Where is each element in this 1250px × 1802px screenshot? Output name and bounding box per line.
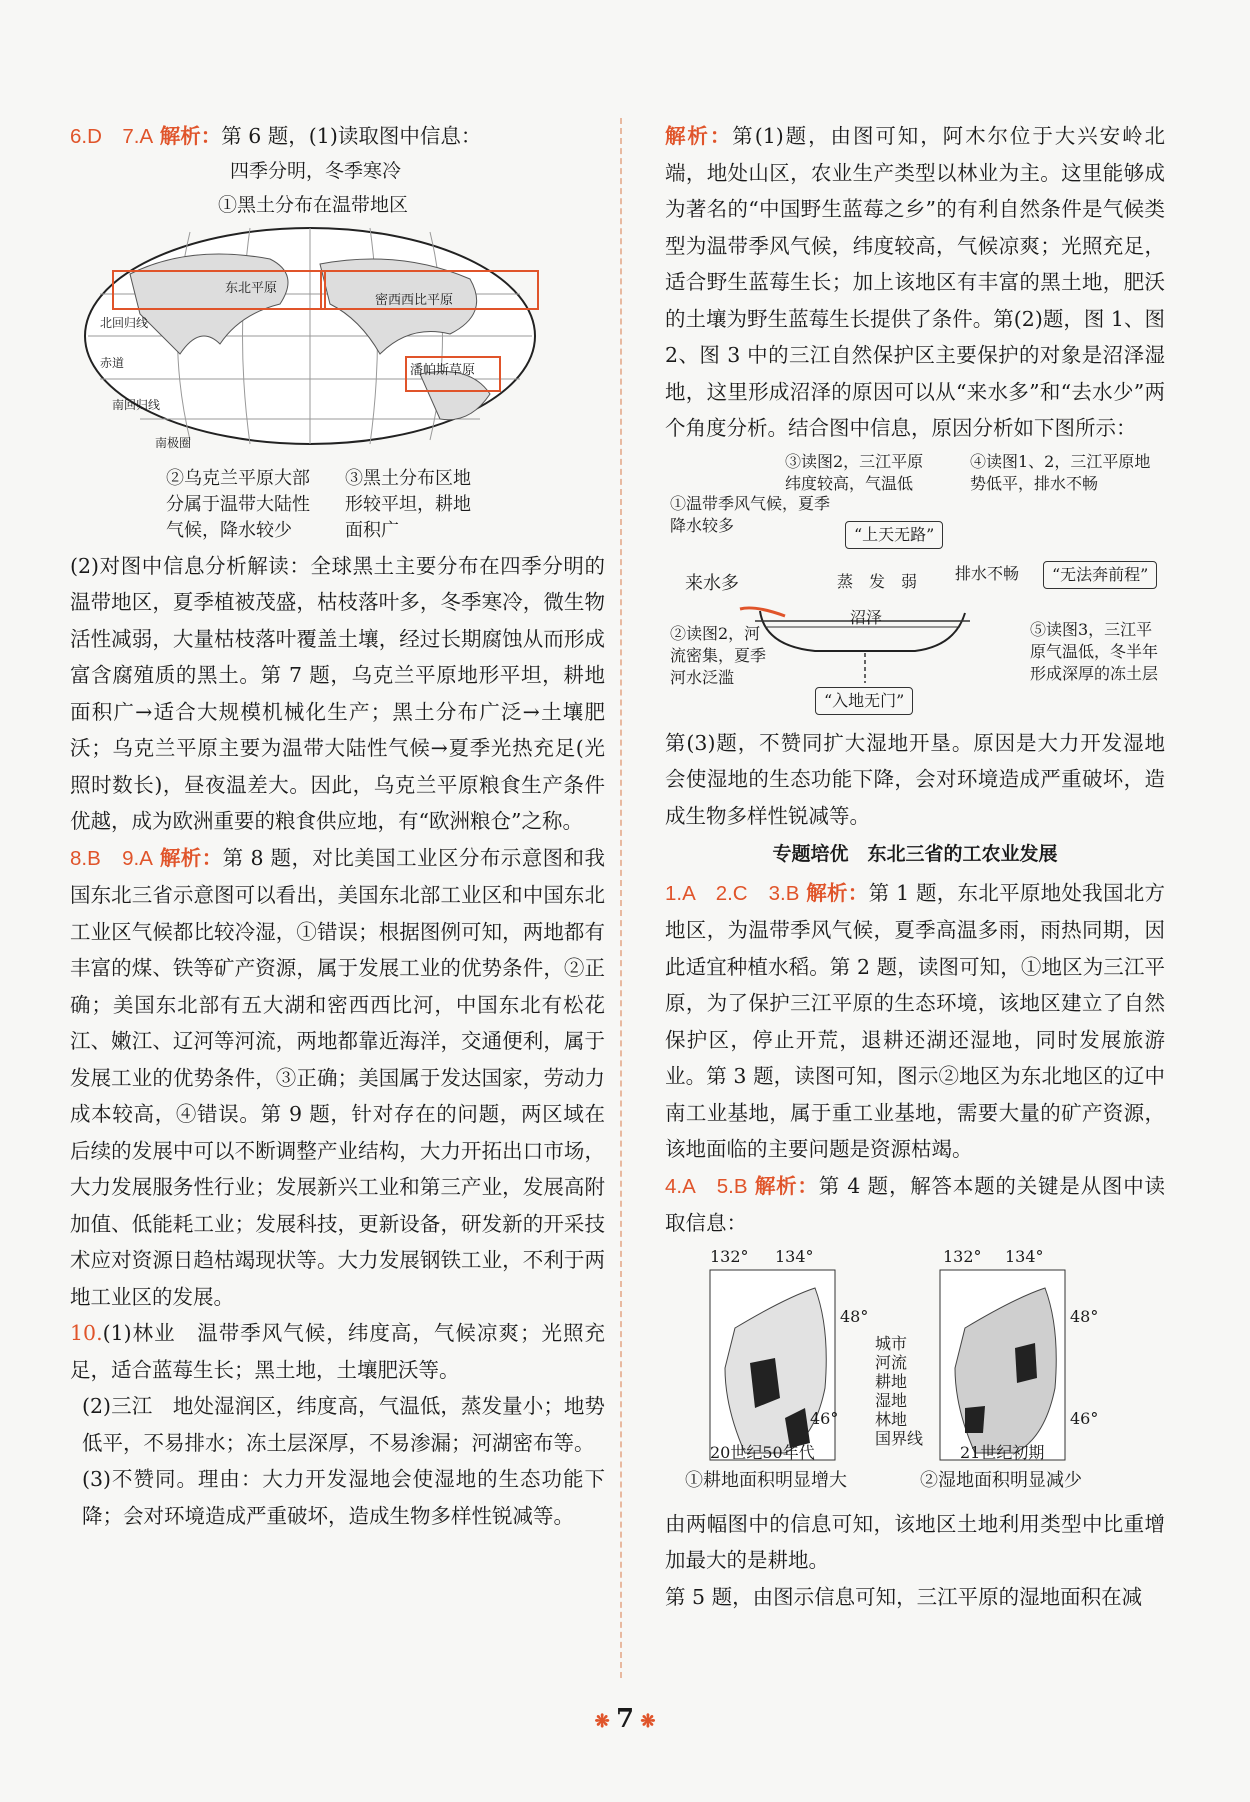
right-para-1 xyxy=(665,118,1165,447)
right-column xyxy=(665,118,1165,1615)
world-map xyxy=(70,224,605,454)
legend-farmland: 耕地 xyxy=(875,1371,908,1391)
fig1-top-label: 四季分明，冬季寒冷 xyxy=(230,159,402,182)
q6-intro: 第 6 题，(1)读取图中信息： xyxy=(221,124,482,148)
right-para-1-text: 第(1)题，由图可知，阿木尔位于大兴安岭北端，地处山区，农业生产类型以林业为主。这里能够成为著名的“中国野生蓝莓之乡”的有利自然条件是气候类型为温带季风气候，纬度较高，气候凉爽；光照充足，适合野生蓝莓生长；加上该地区有丰富的黑土地，肥沃的土壤为野生蓝莓生长提供了条件。第(2)题，图 1、图 2、图 3 中的三江自然保护区主要保护的对象是沼泽湿地，这里形成沼泽的原因可以从“来水多”和“去水少”两个角度分析。结合图中信息，原因分析如下图所示： xyxy=(665,124,1165,440)
node-4: ④读图1、2，三江平原地势低平，排水不畅 xyxy=(970,451,1151,493)
q10-number: 10. xyxy=(70,1321,103,1345)
map-label-antarctic-circle: 南极圈 xyxy=(155,435,192,450)
analysis-tag: 解析： xyxy=(665,124,733,148)
page-number: ❋ 7 ❋ xyxy=(594,1704,656,1734)
lat-46-a: 46° xyxy=(810,1408,839,1428)
legend-border: 国界线 xyxy=(875,1428,924,1448)
box-benqiancheng: “无法奔前程” xyxy=(1043,561,1157,589)
label-zhaoze: 沼泽 xyxy=(850,607,883,627)
left-para-1: (2)对图中信息分析解读：全球黑土主要分布在四季分明的温带地区，夏季植被茂盛，枯枝落叶多，冬季寒冷，微生物活性减弱，大量枯枝落叶覆盖土壤，经过长期腐蚀从而形成富含腐殖质的黑土。第 7 题，乌克兰平原地形平坦，耕地面积广→适合大规模机械化生产；黑土分布广泛→土壤肥沃；乌克兰平原主要为温带大陆性气候→夏季光热充足(光照时数长)，昼夜温差大。因此，乌克兰平原粮食生产条件优越，成为欧洲重要的粮食供应地，有“欧洲粮仓”之称。 xyxy=(70,553,605,833)
label-zhengfa: 蒸 发 弱 xyxy=(837,571,918,591)
q4-5-heading xyxy=(665,1168,1165,1242)
page-number-text: 7 xyxy=(615,1704,635,1734)
fig1-label2: ②乌克兰平原大部分属于温带大陆性气候，降水较少 xyxy=(166,467,310,541)
node-1: ①温带季风气候，夏季降水较多 xyxy=(670,493,831,535)
lat-48-a: 48° xyxy=(840,1306,869,1326)
right-para-2: 第(3)题，不赞同扩大湿地开垦。原因是大力开发湿地会使湿地的生态功能下降，会对环境造成严重破坏，造成生物多样性锐减等。 xyxy=(665,730,1165,828)
map-label-pampas: 潘帕斯草原 xyxy=(410,362,476,378)
right-para-3: 第 1 题，东北平原地处我国北方地区，为温带季风气候，夏季高温多雨，雨热同期，因此适宜种植水稻。第 2 题，读图可知，①地区为三江平原，为了保护三江平原的生态环境，该地区建立了自然保护区，停止开荒，退耕还湖还湿地，同时发展旅游业。第 3 题，读图可知，图示②地区为东北地区的辽中南工业基地，属于重工业基地，需要大量的矿产资源，该地面临的主要问题是资源枯竭。 xyxy=(665,880,1166,1161)
label-paishui: 排水不畅 xyxy=(955,563,1020,583)
node-5: ⑤读图3，三江平原气温低，冬半年形成深厚的冻土层 xyxy=(1030,619,1159,683)
q4-intro: 第 4 题，解答本题的关键是从图中读取信息： xyxy=(665,1173,1165,1235)
fig1-label3: ③黑土分布区地形较平坦，耕地面积广 xyxy=(345,467,471,541)
answer-key: 6.D 7.A xyxy=(70,125,154,148)
q6-7-heading xyxy=(70,118,605,156)
right-para-5: 第 5 题，由图示信息可知，三江平原的湿地面积在减 xyxy=(665,1584,1143,1609)
lat-46-b: 46° xyxy=(1070,1408,1099,1428)
legend-forest: 林地 xyxy=(875,1409,908,1429)
q1-3-heading xyxy=(665,875,1165,1168)
legend-wetland: 湿地 xyxy=(875,1390,908,1410)
q10-1-text: (1)林业 温带季风气候，纬度高，气候凉爽；光照充足，适合蓝莓生长；黑土地，土壤肥沃等。 xyxy=(70,1321,605,1382)
legend xyxy=(875,1334,935,1448)
node-2: ②读图2，河流密集，夏季河水泛滥 xyxy=(670,623,767,687)
analysis-tag: 解析： xyxy=(159,124,222,148)
lon-132-a: 132° xyxy=(710,1246,749,1266)
label-laishui: 来水多 xyxy=(685,572,739,594)
lon-132-b: 132° xyxy=(943,1246,982,1266)
q10-part1 xyxy=(70,1315,605,1388)
caption-21c: 21世纪初期 xyxy=(960,1442,1045,1462)
analysis-tag: 解析： xyxy=(159,845,223,870)
box-shangtian: “上天无路” xyxy=(845,521,943,549)
world-black-soil-figure xyxy=(70,160,605,544)
note-farmland-increase: ①耕地面积明显增大 xyxy=(685,1469,847,1491)
q10-part3: (3)不赞同。理由：大力开发湿地会使湿地的生态功能下降；会对环境造成严重破坏，造成生物多样性锐减等。 xyxy=(82,1467,605,1528)
caption-1950s: 20世纪50年代 xyxy=(710,1442,815,1462)
map-label-tropic-cancer: 北回归线 xyxy=(100,315,149,330)
sanjiang-landuse-figure xyxy=(665,1246,1165,1502)
node-3: ③读图2，三江平原纬度较高，气温低 xyxy=(785,451,924,493)
lon-134-b: 134° xyxy=(1005,1246,1044,1266)
analysis-tag: 解析： xyxy=(754,1173,819,1198)
q10-part2: (2)三江 地处湿润区，纬度高，气温低，蒸发量小；地势低平，不易排水；冻土层深厚，不易渗漏；河湖密布等。 xyxy=(82,1394,605,1455)
analysis-tag: 解析： xyxy=(806,880,869,905)
map-label-northeast-plain: 东北平原 xyxy=(225,280,278,296)
note-wetland-decrease: ②湿地面积明显减少 xyxy=(920,1469,1082,1491)
map-label-mississippi: 密西西比平原 xyxy=(375,292,454,308)
map-label-tropic-capricorn: 南回归线 xyxy=(112,397,161,412)
column-divider xyxy=(620,118,622,1678)
left-para-2: 第 8 题，对比美国工业区分布示意图和我国东北三省示意图可以看出，美国东北部工业区和中国东北工业区气候都比较冷湿，①错误；根据图例可知，两地都有丰富的煤、铁等矿产资源，属于发展工业的优势条件，②正确；美国东北部有五大湖和密西西比河，中国东北有松花江、嫩江、辽河等河流，两地都靠近海洋，交通便利，属于发展工业的优势条件，③正确；美国属于发达国家，劳动力成本较高，④错误。第 9 题，针对存在的问题，两区域在后续的发展中可以不断调整产业结构，大力开拓出口市场，大力发展服务性行业；发展新兴工业和第三产业，发展高附加值、低能耗工业；发展科技，更新设备，研发新的开采技术应对资源日趋枯竭现状等。大力发展钢铁工业，不利于两地工业区的发展。 xyxy=(70,845,605,1309)
legend-city: 城市 xyxy=(875,1333,908,1353)
map-label-equator: 赤道 xyxy=(100,355,125,370)
q8-9-heading xyxy=(70,840,605,1316)
lon-134-a: 134° xyxy=(775,1246,814,1266)
box-asia-north xyxy=(112,270,326,310)
right-para-4: 由两幅图中的信息可知，该地区土地利用类型中比重增加最大的是耕地。 xyxy=(665,1511,1165,1572)
section-title: 专题培优 东北三省的工农业发展 xyxy=(772,843,1058,865)
box-rudi: “入地无门” xyxy=(815,687,913,715)
lat-48-b: 48° xyxy=(1070,1306,1099,1326)
fig1-label1: ①黑土分布在温带地区 xyxy=(218,193,409,216)
answer-key: 4.A 5.B xyxy=(665,1174,748,1198)
marsh-cause-diagram xyxy=(665,451,1165,721)
answer-key: 8.B 9.A xyxy=(70,846,153,870)
legend-river: 河流 xyxy=(875,1352,908,1372)
left-column xyxy=(70,118,605,1534)
answer-key: 1.A 2.C 3.B xyxy=(665,881,800,905)
